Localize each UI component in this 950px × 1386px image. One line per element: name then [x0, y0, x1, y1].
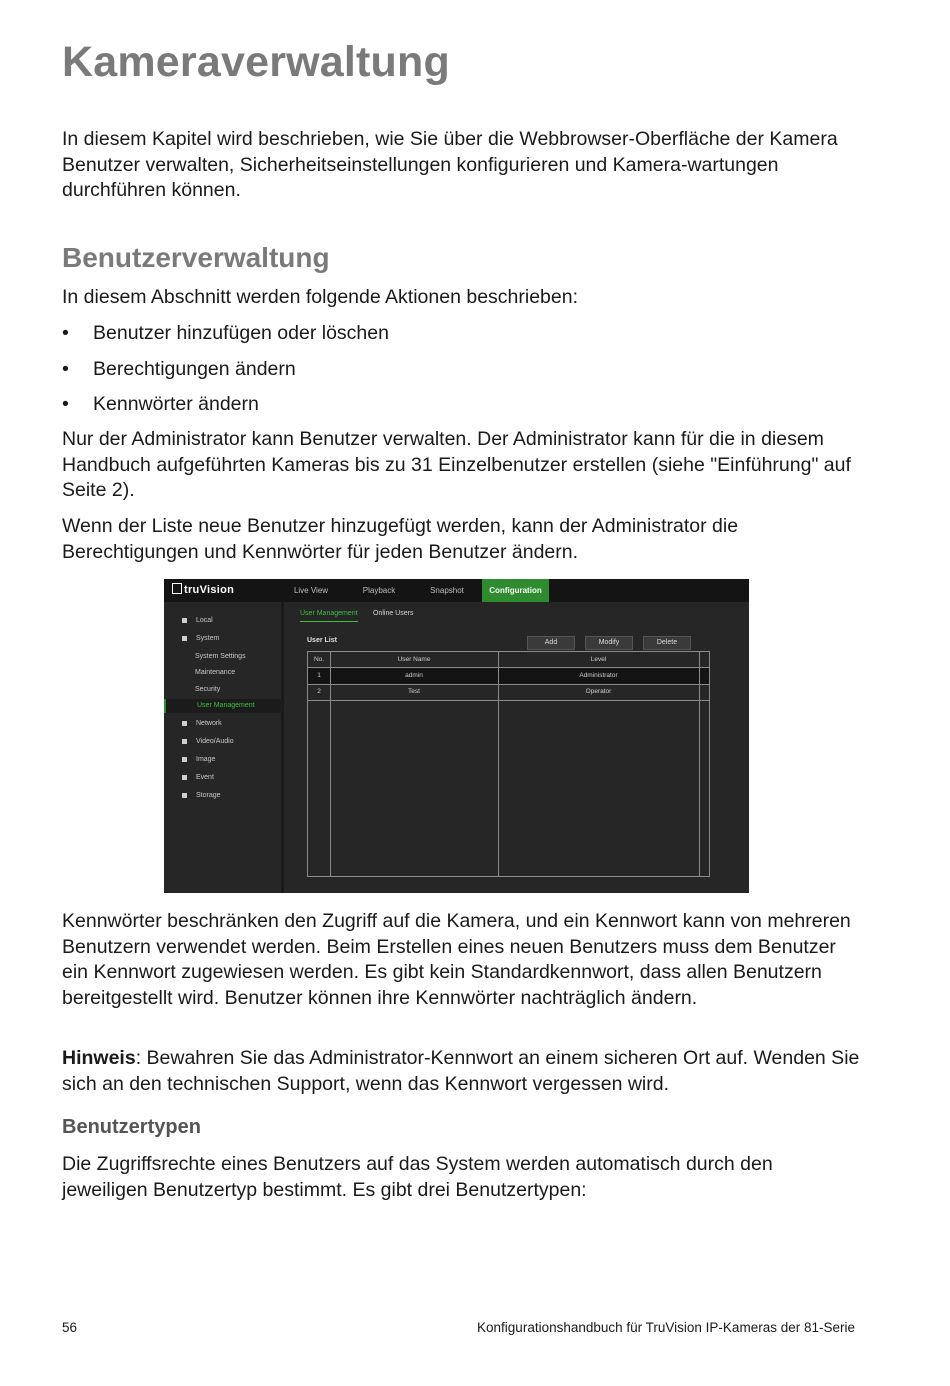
- user-list-title: User List: [307, 637, 337, 644]
- table-cell-level[interactable]: Administrator: [579, 672, 618, 679]
- truvision-logo: truVision: [172, 583, 234, 596]
- modify-button[interactable]: Modify: [585, 636, 633, 650]
- sidebar-item-system[interactable]: System: [164, 632, 281, 646]
- sidebar-item-video-audio[interactable]: Video/Audio: [164, 735, 281, 749]
- page-title: Kameraverwaltung: [62, 38, 450, 86]
- paragraph: Die Zugriffsrechte eines Benutzers auf das System werden automatisch durch den jeweiligen Benutzertyp bestimmt. Es gibt drei Benutzertypen:: [62, 1153, 773, 1201]
- square-icon: [182, 618, 187, 623]
- sidebar-item-security[interactable]: Security: [195, 686, 221, 693]
- table-cell-no[interactable]: 2: [317, 688, 321, 695]
- sidebar-item-storage[interactable]: Storage: [164, 789, 281, 803]
- tab-configuration[interactable]: Configuration: [482, 579, 549, 602]
- bullet-icon: •: [62, 393, 69, 415]
- sidebar: [164, 602, 284, 893]
- bullet-icon: •: [62, 322, 69, 344]
- logo-icon: [172, 583, 182, 594]
- square-icon: [182, 721, 187, 726]
- tab-live-view[interactable]: Live View: [293, 586, 329, 595]
- user-management-screenshot: [164, 579, 749, 893]
- column-header-no: No.: [313, 656, 325, 663]
- sidebar-item-maintenance[interactable]: Maintenance: [195, 669, 236, 676]
- note-paragraph: [62, 1046, 862, 1097]
- intro-paragraph: In diesem Kapitel wird beschrieben, wie Sie über die Webbrowser-Oberfläche der Kamera Benutzer verwalten, Sicherheitseinstellungen konfigurieren und Kamera-wartungen durchführen können.: [62, 128, 838, 201]
- column-header-level: Level: [590, 656, 607, 663]
- user-list-table: [307, 651, 710, 877]
- tab-playback[interactable]: Playback: [362, 586, 396, 595]
- footer-doc-title: Konfigurationshandbuch für TruVision IP-Kameras der 81-Serie: [477, 1320, 855, 1335]
- page-number: 56: [62, 1320, 78, 1335]
- column-header-user-name: User Name: [397, 656, 431, 663]
- table-cell-no[interactable]: 1: [317, 672, 321, 679]
- sidebar-item-local[interactable]: Local: [164, 614, 281, 628]
- bullet-icon: •: [62, 358, 69, 380]
- paragraph: Nur der Administrator kann Benutzer verwalten. Der Administrator kann für die in diesem Handbuch aufgeführten Kameras bis zu 31 Einzelbenutzer erstellen (siehe "Einführung" auf Seite 2).: [62, 428, 851, 501]
- sidebar-item-system-settings[interactable]: System Settings: [195, 653, 246, 660]
- table-cell-level[interactable]: Operator: [585, 688, 612, 695]
- delete-button[interactable]: Delete: [643, 636, 691, 650]
- note-text: : Bewahren Sie das Administrator-Kennwort an einem sicheren Ort auf. Wenden Sie sich an den technischen Support, wenn das Kennwort vergessen wird.: [62, 1047, 860, 1095]
- square-icon: [182, 793, 187, 798]
- tab-snapshot[interactable]: Snapshot: [430, 586, 464, 595]
- paragraph: Wenn der Liste neue Benutzer hinzugefügt werden, kann der Administrator die Berechtigungen und Kennwörter für jeden Benutzer ändern.: [62, 515, 739, 563]
- sidebar-item-event[interactable]: Event: [164, 771, 281, 785]
- square-icon: [182, 636, 187, 641]
- subtab-user-management[interactable]: User Management: [300, 607, 358, 622]
- paragraph: Kennwörter beschränken den Zugriff auf die Kamera, und ein Kennwort kann von mehreren Benutzern verwendet werden. Beim Erstellen eines neuen Benutzers muss dem Benutzer ein Kennwort zugewiesen werden. Es gibt kein Standardkennwort, dass allen Benutzern bereitgestellt wird. Benutzer können ihre Kennwörter nachträglich ändern.: [62, 910, 851, 1009]
- square-icon: [182, 739, 187, 744]
- subsection-title: Benutzertypen: [62, 1116, 201, 1138]
- table-cell-user-name[interactable]: Test: [408, 688, 420, 695]
- section-title: Benutzerverwaltung: [62, 242, 330, 273]
- table-cell-user-name[interactable]: admin: [405, 672, 423, 679]
- sidebar-item-image[interactable]: Image: [164, 753, 281, 767]
- add-button[interactable]: Add: [527, 636, 575, 650]
- sidebar-item-network[interactable]: Network: [164, 717, 281, 731]
- top-nav-bar: [164, 579, 749, 602]
- sidebar-item-user-management[interactable]: User Management: [164, 699, 283, 713]
- square-icon: [182, 757, 187, 762]
- subtab-online-users[interactable]: Online Users: [373, 610, 414, 617]
- square-icon: [182, 775, 187, 780]
- section-intro: In diesem Abschnitt werden folgende Aktionen beschrieben:: [62, 286, 579, 308]
- note-label: Hinweis: [62, 1047, 136, 1069]
